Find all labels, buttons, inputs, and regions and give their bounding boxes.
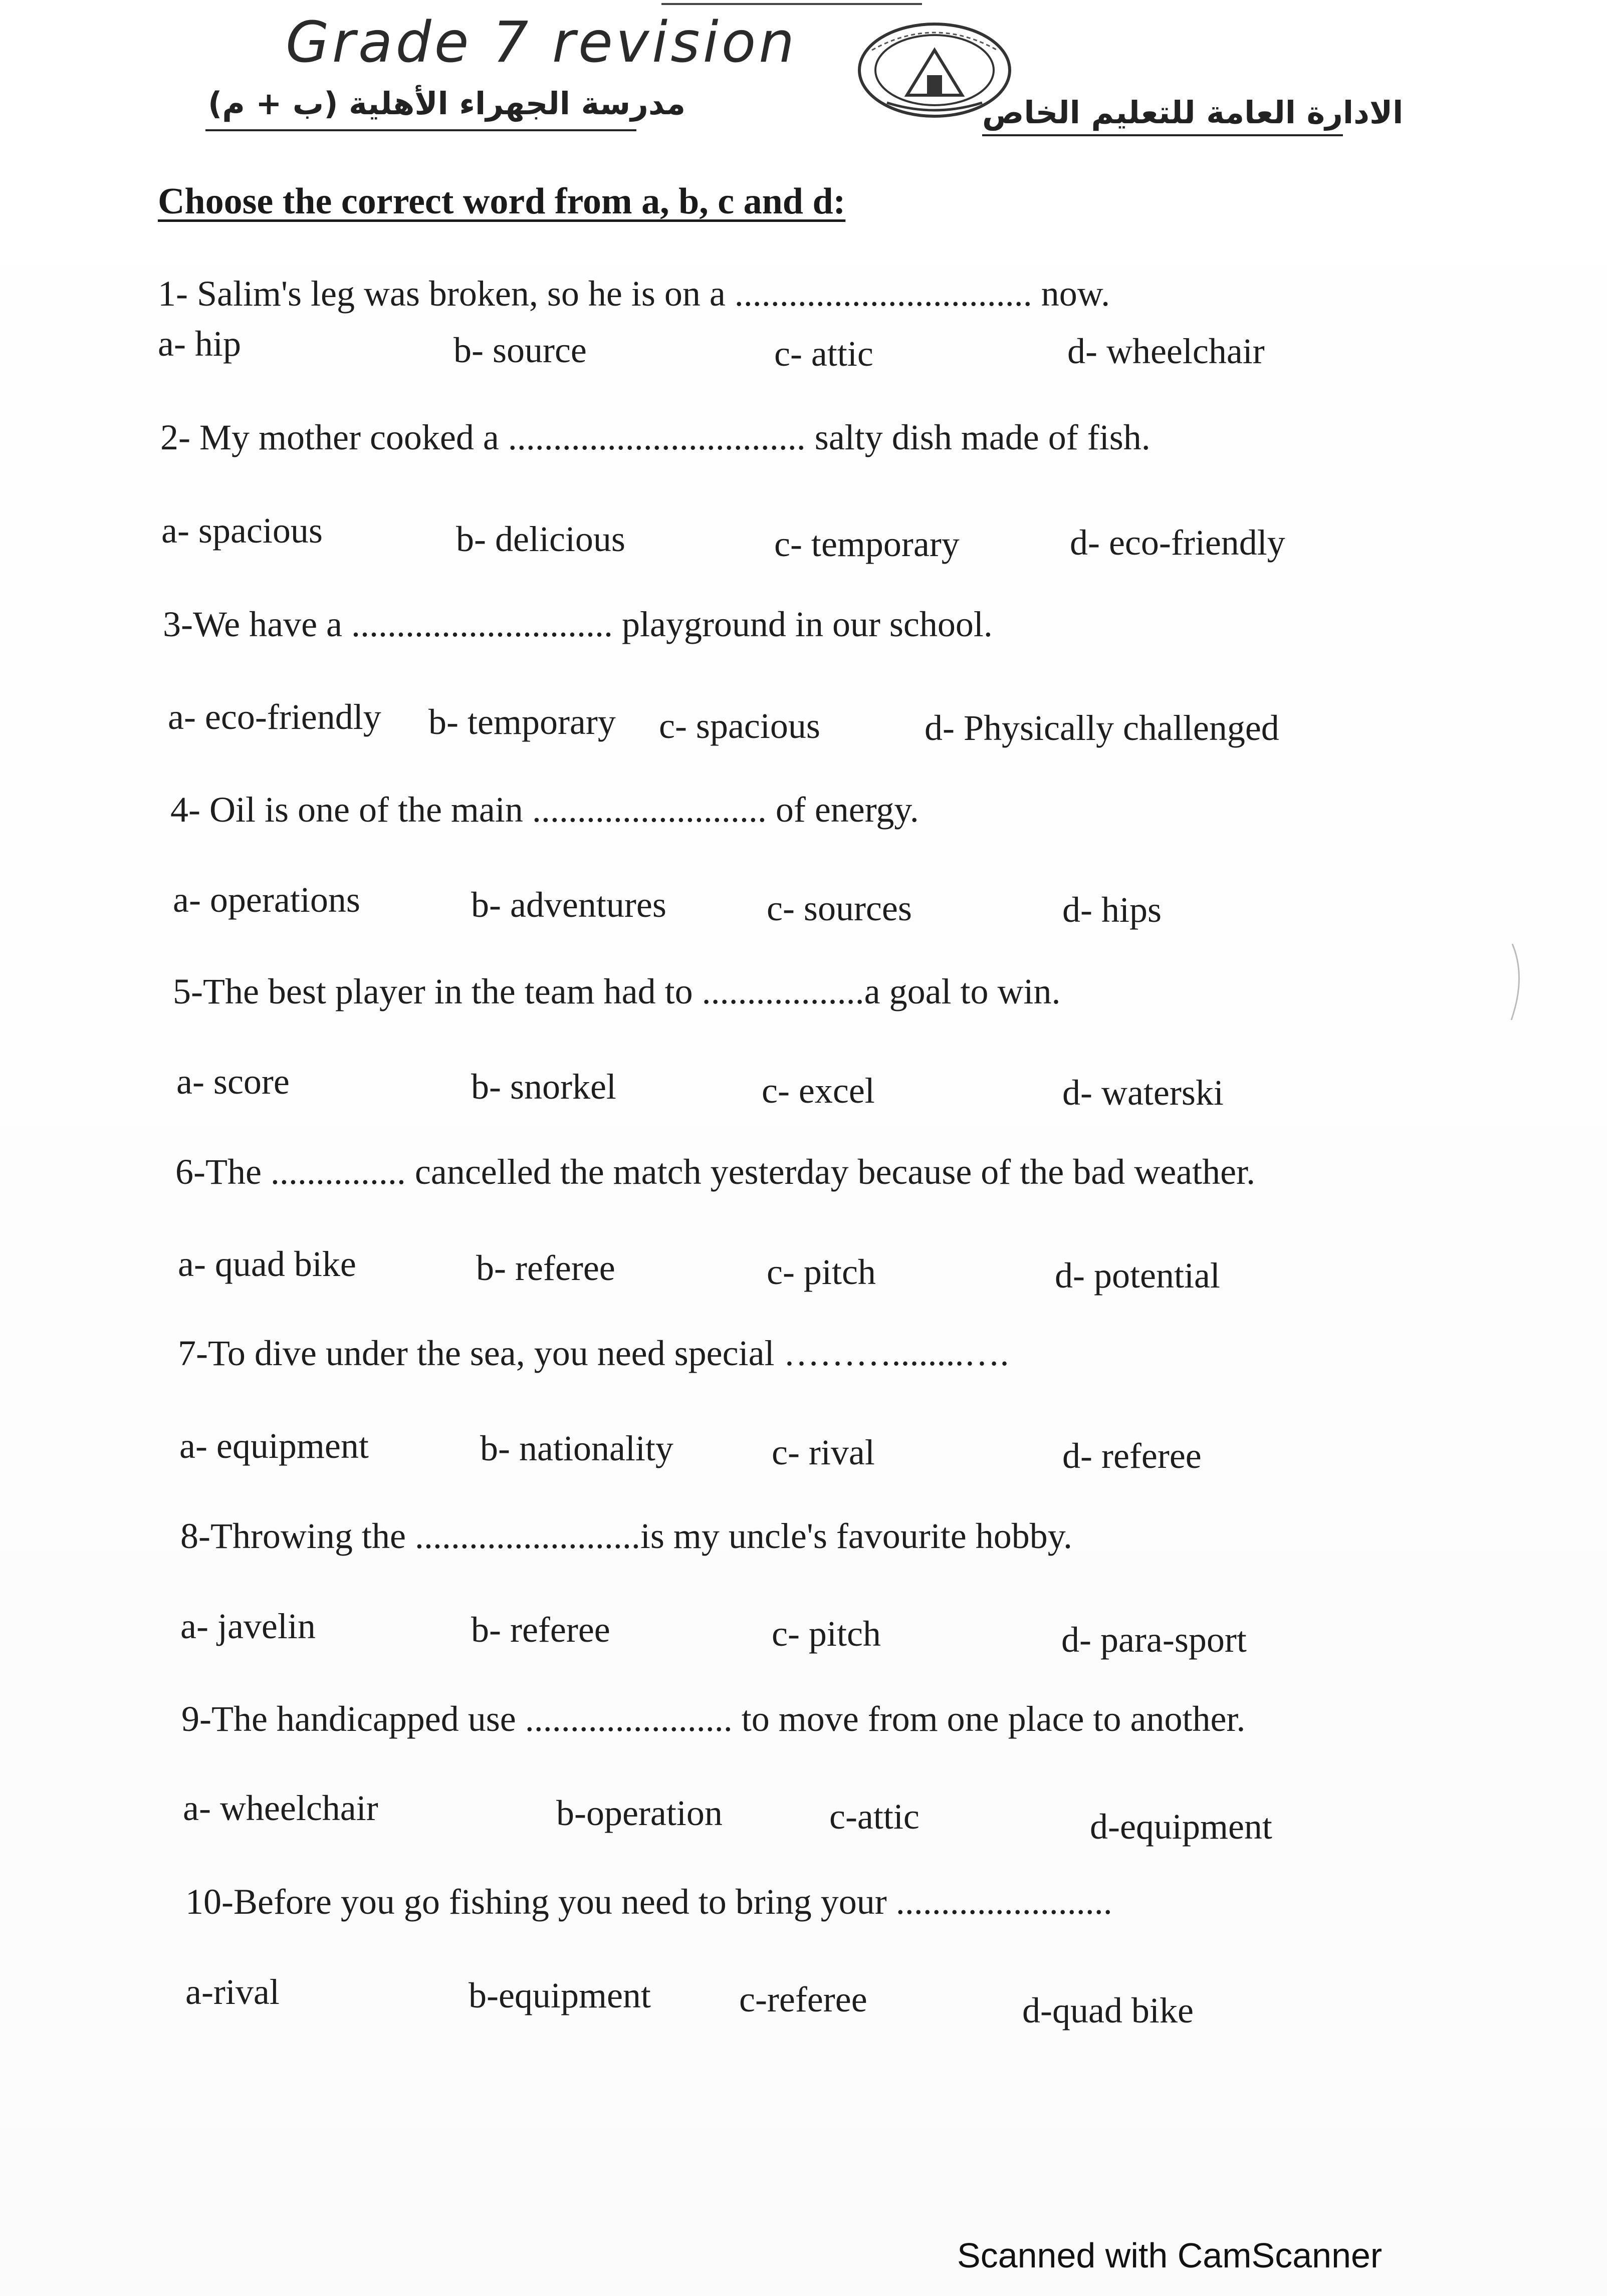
question-10: 10-Before you go fishing you need to bring your ........................ <box>185 1882 1112 1922</box>
question-3-option-c: c- spacious <box>659 706 820 746</box>
administration-underline <box>982 134 1343 136</box>
administration-name: الادارة العامة للتعليم الخاص <box>982 94 1404 131</box>
question-6-option-c: c- pitch <box>767 1252 876 1292</box>
question-1-option-a: a- hip <box>158 324 241 364</box>
school-name: مدرسة الجهراء الأهلية (ب + م) <box>208 85 686 122</box>
question-9-option-d: d-equipment <box>1090 1807 1272 1847</box>
question-9-option-c: c-attic <box>829 1797 920 1837</box>
question-5-option-c: c- excel <box>762 1071 875 1111</box>
question-2-option-d: d- eco-friendly <box>1070 523 1285 563</box>
question-3-option-b: b- temporary <box>428 702 616 742</box>
question-2-option-b: b- delicious <box>456 519 625 559</box>
question-1: 1- Salim's leg was broken, so he is on a ................................. now. <box>158 274 1110 314</box>
scan-edge-mark <box>1508 942 1528 1022</box>
question-7-option-d: d- referee <box>1062 1436 1202 1476</box>
question-10-option-b: b-equipment <box>469 1975 651 2015</box>
question-8-option-b: b- referee <box>471 1610 610 1650</box>
school-name-underline <box>205 129 636 131</box>
question-10-option-a: a-rival <box>185 1972 280 2012</box>
question-9-option-a: a- wheelchair <box>183 1788 378 1828</box>
question-2-option-a: a- spacious <box>161 511 323 551</box>
question-8-option-a: a- javelin <box>180 1606 316 1646</box>
question-7-option-b: b- nationality <box>480 1428 673 1468</box>
question-1-option-b: b- source <box>453 330 587 370</box>
question-9: 9-The handicapped use ....................... to move from one place to another. <box>181 1699 1246 1739</box>
question-10-option-d: d-quad bike <box>1022 1990 1194 2030</box>
question-10-option-c: c-referee <box>739 1979 867 2019</box>
question-3-option-d: d- Physically challenged <box>925 708 1279 748</box>
question-8-option-d: d- para-sport <box>1061 1620 1247 1660</box>
question-6: 6-The ............... cancelled the match yesterday because of the bad weather. <box>175 1152 1256 1192</box>
scanner-watermark: Scanned with CamScanner <box>957 2236 1383 2275</box>
question-8-option-c: c- pitch <box>772 1614 881 1654</box>
worksheet-title: Grade 7 revision <box>286 10 798 75</box>
question-7: 7-To dive under the sea, you need special ………........…. <box>178 1333 1009 1373</box>
question-7-option-a: a- equipment <box>179 1426 369 1466</box>
question-5-option-b: b- snorkel <box>471 1067 616 1107</box>
question-4-option-b: b- adventures <box>471 885 666 925</box>
question-8: 8-Throwing the .........................is my uncle's favourite hobby. <box>180 1516 1073 1556</box>
question-4: 4- Oil is one of the main .......................... of energy. <box>170 790 919 830</box>
question-1-option-d: d- wheelchair <box>1067 331 1265 371</box>
question-9-option-b: b-operation <box>556 1793 723 1833</box>
top-rule <box>661 3 922 5</box>
question-4-option-c: c- sources <box>767 888 912 928</box>
question-2: 2- My mother cooked a ................................. salty dish made of fish. <box>160 417 1151 457</box>
instruction-heading: Choose the correct word from a, b, c and d: <box>158 181 846 222</box>
question-6-option-a: a- quad bike <box>178 1244 356 1284</box>
question-5-option-d: d- waterski <box>1062 1073 1224 1113</box>
question-6-option-b: b- referee <box>476 1248 615 1288</box>
question-3: 3-We have a ............................. playground in our school. <box>163 604 993 644</box>
question-4-option-a: a- operations <box>173 880 360 920</box>
question-5: 5-The best player in the team had to ..................a goal to win. <box>173 971 1061 1011</box>
question-3-option-a: a- eco-friendly <box>168 697 381 737</box>
question-6-option-d: d- potential <box>1055 1255 1220 1296</box>
question-1-option-c: c- attic <box>774 334 873 374</box>
question-4-option-d: d- hips <box>1062 890 1162 930</box>
question-7-option-c: c- rival <box>772 1432 875 1472</box>
question-5-option-a: a- score <box>176 1062 290 1102</box>
question-2-option-c: c- temporary <box>774 524 960 564</box>
